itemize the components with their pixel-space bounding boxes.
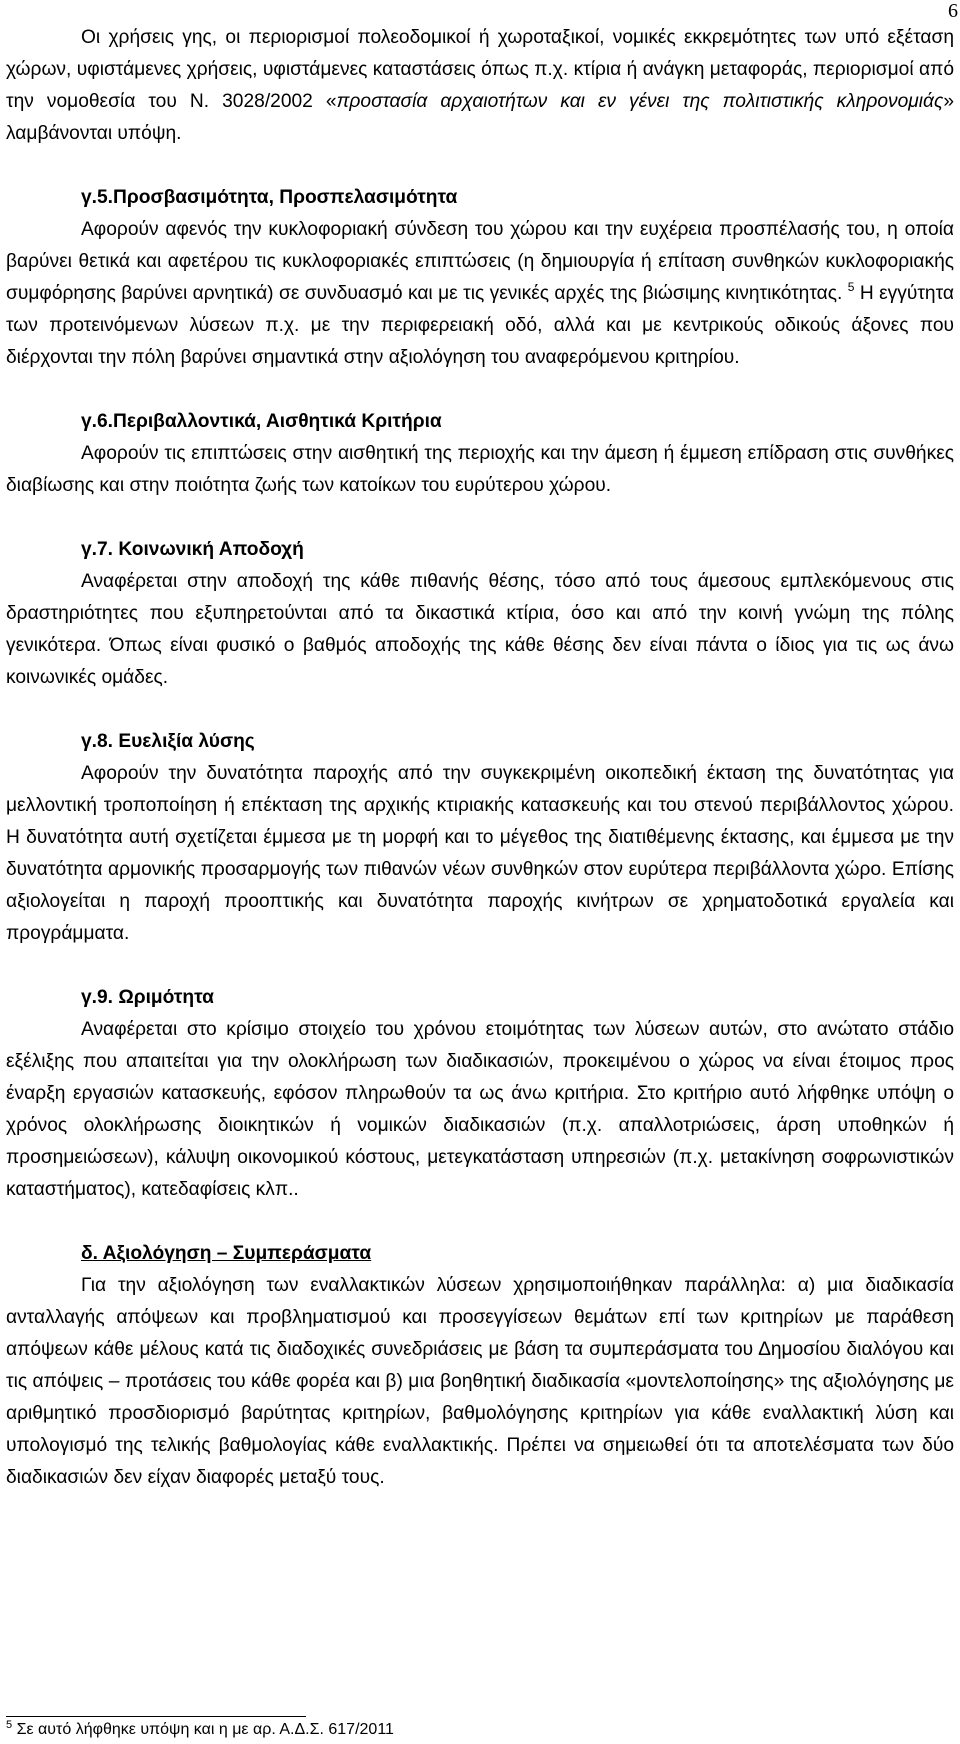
section-heading-flexibility: γ.8. Ευελιξία λύσης <box>81 731 255 752</box>
section-text-environmental: Αφορούν τις επιπτώσεις στην αισθητική της περιοχής και την άμεση ή έμμεση επίδραση στις συνθήκες διαβίωσης και στην ποιότητα ζωής των κατοίκων του ευρύτερου χώρου. <box>6 443 954 496</box>
section-heading-accessibility: γ.5.Προσβασιμότητα, Προσπελασιμότητα <box>81 187 458 208</box>
intro-text-b: » λαμβάνονται υπόψη. <box>6 91 954 144</box>
footnote-number: 5 <box>6 1719 13 1731</box>
section-text-maturity: Αναφέρεται στο κρίσιμο στοιχείο του χρόνου ετοιμότητας των λύσεων αυτών, στο ανώτατο στάδιο εξέλιξης που απαιτείται για την ολοκλήρωση των διαδικασιών, προκειμένου ο χώρος να είναι έτοιμος προς έναρξη εργασιών κατασκευής, εφόσον πληρωθούν τα ως άνω κριτήρια. Στο κριτήριο αυτό λήφθηκε υπόψη ο χρόνος ολοκλήρωσης διοικητικών ή νομικών διαδικασιών (π.χ. απαλλοτριώσεις, άρση υποθηκών ή προσημειώσεων), κάλυψη οικονομικού κόστους, μετεγκατάσταση υπηρεσιών (π.χ. μετακίνηση σοφρωνιστικών καταστήματος), κατεδαφίσεις κλπ.. <box>6 1019 954 1200</box>
section-text-accessibility <box>6 214 954 374</box>
section-heading-social-acceptance: γ.7. Κοινωνική Αποδοχή <box>81 539 304 560</box>
section-heading-environmental: γ.6.Περιβαλλοντικά, Αισθητικά Κριτήρια <box>81 411 442 432</box>
footnote-divider <box>6 1716 306 1717</box>
intro-text-a: Οι χρήσεις γης, οι περιορισμοί πολεοδομικοί ή χωροταξικοί, νομικές εκκρεμότητες των υπό εξέταση χώρων, υφιστάμενες χρήσεις, υφιστάμενες καταστάσεις όπως π.χ. κτίρια ή ανάγκη μεταφοράς, περιορισμοί από την νομοθεσία του Ν. 3028/2002 « <box>6 27 954 112</box>
footnote-reference: 5 <box>847 280 855 294</box>
section-text-flexibility: Αφορούν την δυνατότητα παροχής από την συγκεκριμένη οικοπεδική έκταση της δυνατότητας για μελλοντική τροποποίηση ή επέκταση της αρχικής κτιριακής κατασκευής και του στενού περιβάλλοντος χώρου. Η δυνατότητα αυτή σχετίζεται έμμεσα με τη μορφή και το μέγεθος της διατιθέμενης έκτασης, και έμμεσα με την δυνατότητα αρμονικής προσαρμογής των πιθανών νέων συνθηκών στον ευρύτερα περιβάλλοντα χώρο. Επίσης αξιολογείται η παροχή προοπτικής και δυνατότητα παροχής κινήτρων σε χρηματοδοτικά εργαλεία και προγράμματα. <box>6 763 954 944</box>
document-body <box>6 22 954 1494</box>
accessibility-text-a: Αφορούν αφενός την κυκλοφοριακή σύνδεση του χώρου και την ευχέρεια προσπέλασής του, η οποία βαρύνει θετικά και αφετέρου τις κυκλοφοριακές επιπτώσεις (η δημιουργία ή επίταση συνθηκών κυκλοφοριακής συμφόρησης βαρύνει αρνητικά) σε συνδυασμό και με τις γενικές αρχές της βιώσιμης κινητικότητας. <box>6 219 954 304</box>
accessibility-text-b: Η εγγύτητα των προτεινόμενων λύσεων π.χ. με την περιφερειακή οδό, αλλά και με κεντρικούς οδικούς άξονες που διέρχονται την πόλη βαρύνει σημαντικά στην αξιολόγηση του αναφερόμενου κριτηρίου. <box>6 283 954 368</box>
intro-paragraph <box>6 22 954 150</box>
footnote <box>6 1718 394 1742</box>
section-text-social-acceptance: Αναφέρεται στην αποδοχή της κάθε πιθανής θέσης, τόσο από τους άμεσους εμπλεκόμενους στις δραστηριότητες που εξυπηρετούνται από τα δικαστικά κτίρια, όσο και από την κοινή γνώμη της πόλης γενικότερα. Όπως είναι φυσικό ο βαθμός αποδοχής της κάθε θέσης δεν είναι πάντα ο ίδιος για τις ως άνω κοινωνικές ομάδες. <box>6 571 954 688</box>
section-heading-evaluation-conclusions: δ. Αξιολόγηση – Συμπεράσματα <box>81 1243 372 1264</box>
section-text-evaluation-conclusions: Για την αξιολόγηση των εναλλακτικών λύσεων χρησιμοποιήθηκαν παράλληλα: α) μια διαδικασία ανταλλαγής απόψεων και προβληματισμού και προσεγγίσεων θεμάτων επί των κριτηρίων με παράθεση απόψεων κάθε μέλους κατά τις διαδοχικές συνεδριάσεις με βάση τα συμπεράσματα του Δημοσίου διαλόγου και τις απόψεις – προτάσεις του κάθε φορέα και β) μια βοηθητική διαδικασία «μοντελοποίησης» της αξιολόγησης με αριθμητικό προσδιορισμό βαρύτητας κριτηρίων, βαθμολόγησης κριτηρίων για κάθε εναλλακτική λύση και υπολογισμό της τελικής βαθμολογίας κάθε εναλλακτικής. Πρέπει να σημειωθεί ότι τα αποτελέσματα των δύο διαδικασιών δεν είχαν διαφορές μεταξύ τους. <box>6 1275 954 1488</box>
footnote-text: Σε αυτό λήφθηκε υπόψη και η με αρ. Α.Δ.Σ. 617/2011 <box>12 1721 394 1738</box>
section-heading-maturity: γ.9. Ωριμότητα <box>81 987 214 1008</box>
page-number: 6 <box>948 0 958 22</box>
intro-italic-law-title: προστασία αρχαιοτήτων και εν γένει της πολιτιστικής κληρονομιάς <box>336 91 944 112</box>
